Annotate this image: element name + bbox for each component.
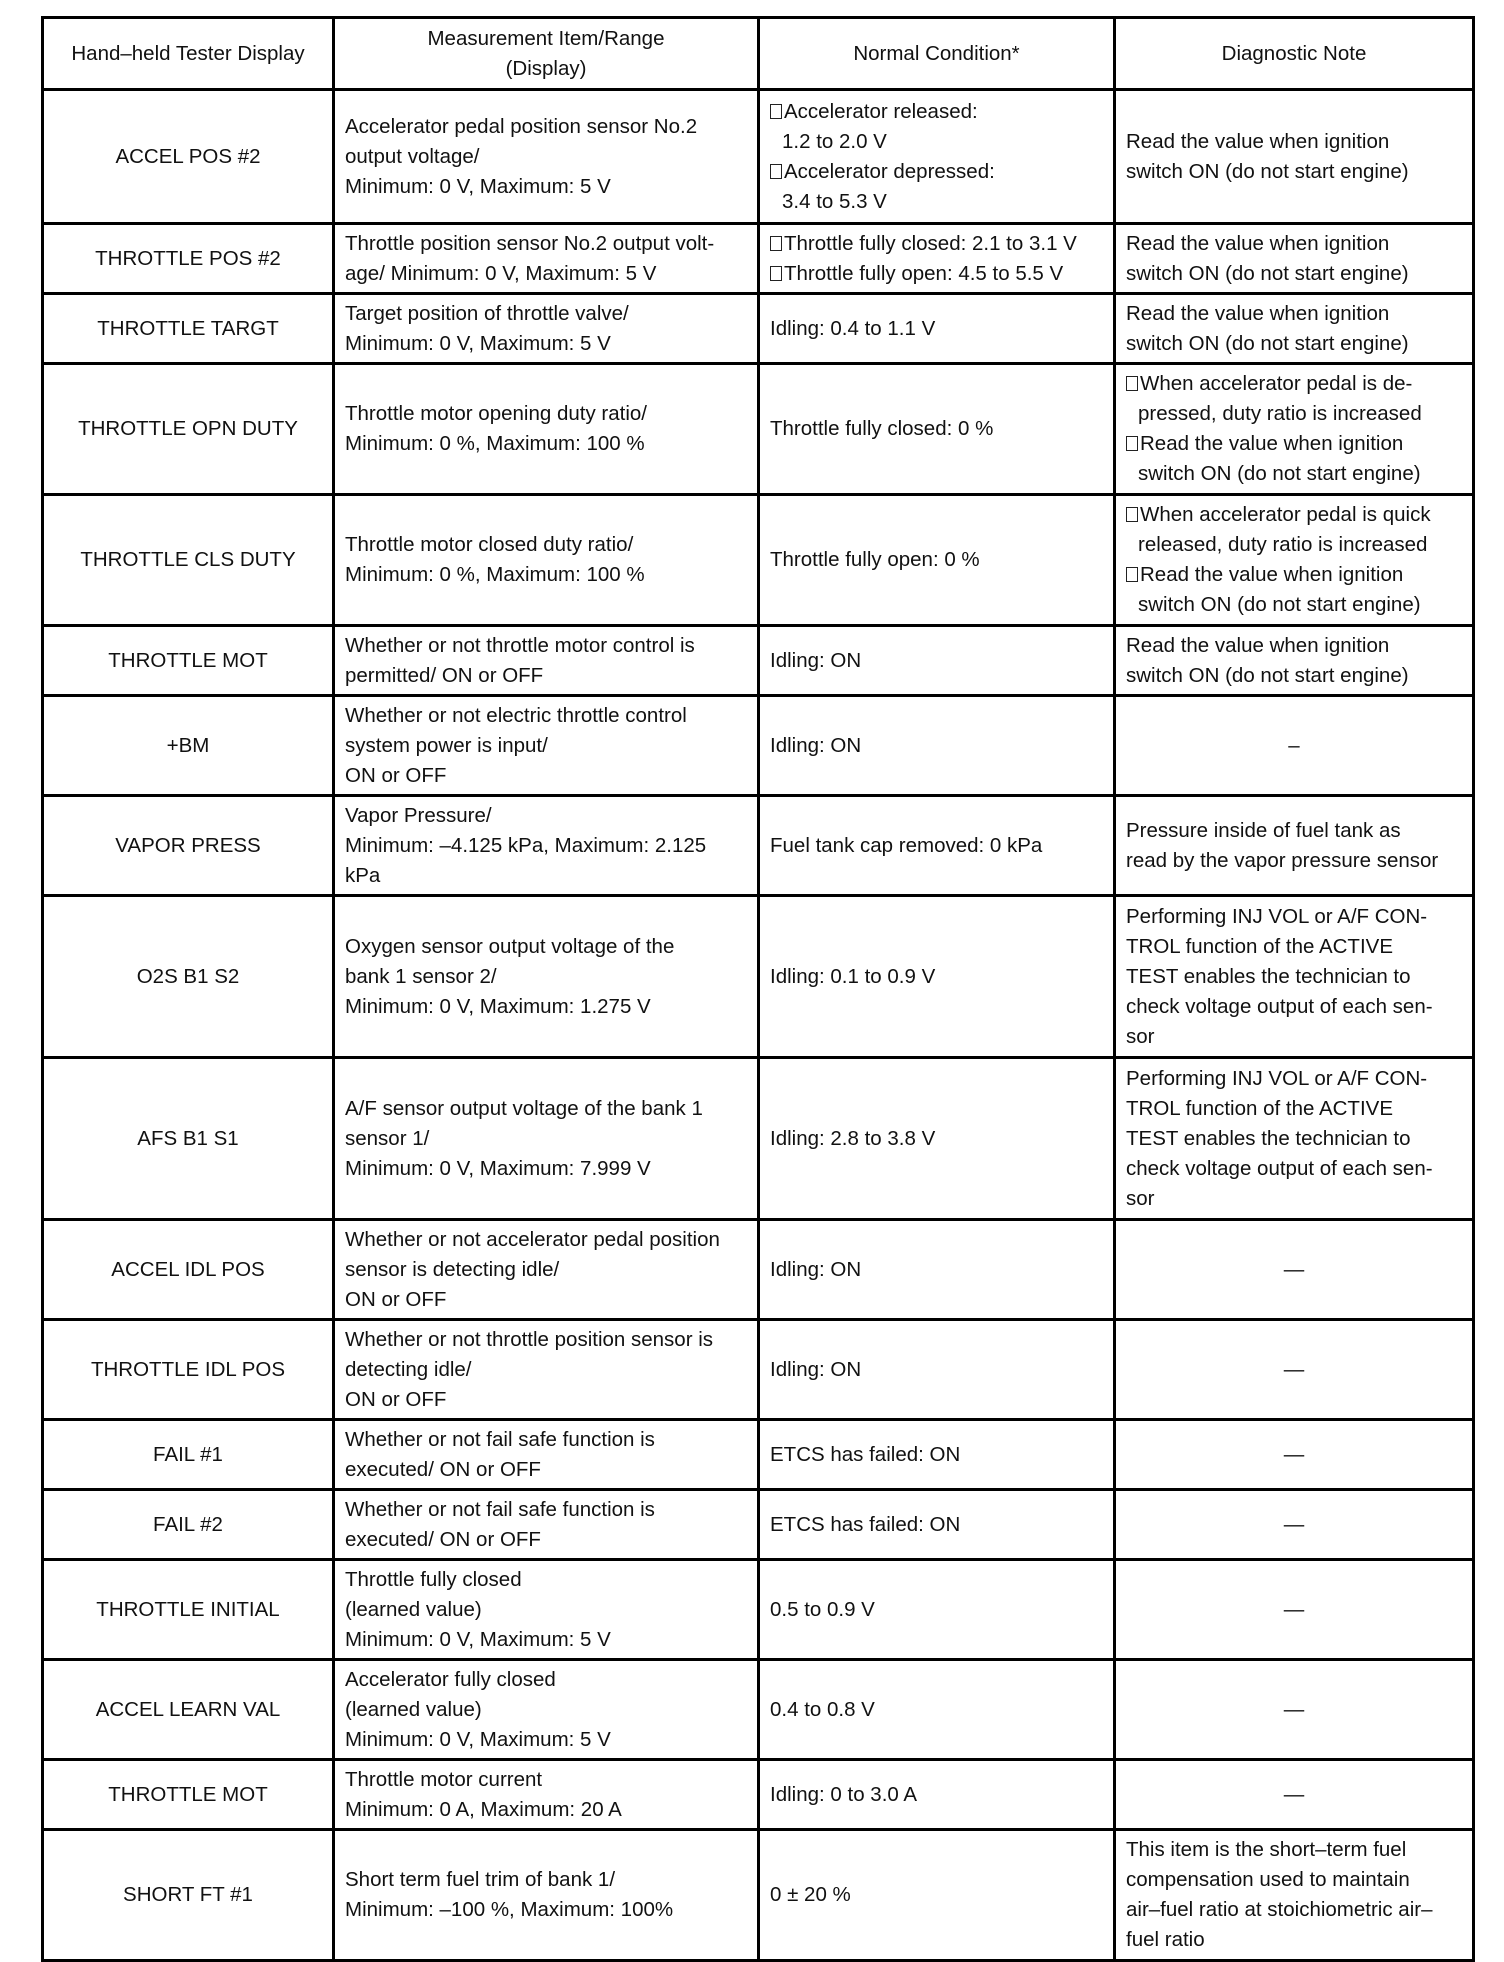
cell-note xyxy=(1115,1420,1474,1490)
normal-text: 0.5 to 0.9 V xyxy=(770,1597,875,1621)
normal-text: Idling: ON xyxy=(770,648,862,672)
cell-normal xyxy=(759,1420,1115,1490)
checkbox-bullet-icon xyxy=(1126,436,1138,451)
note-text: switch ON (do not start engine) xyxy=(1126,663,1409,687)
measure-text: Vapor Pressure/ xyxy=(345,803,492,827)
normal-text: ETCS has failed: ON xyxy=(770,1442,961,1466)
note-text: check voltage output of each sen- xyxy=(1126,1156,1433,1180)
normal-text: Throttle fully open: 4.5 to 5.5 V xyxy=(784,261,1064,285)
cell-note xyxy=(1115,1830,1474,1961)
table-row xyxy=(43,1220,1474,1320)
note-text: Read the value when ignition xyxy=(1126,301,1390,325)
normal-text: 1.2 to 2.0 V xyxy=(782,129,887,153)
note-text: — xyxy=(1283,1442,1305,1466)
table-row xyxy=(43,1420,1474,1490)
note-text: released, duty ratio is increased xyxy=(1138,533,1428,556)
cell-display: FAIL #2 xyxy=(43,1490,334,1560)
cell-note xyxy=(1115,626,1474,696)
note-text: switch ON (do not start engine) xyxy=(1138,593,1421,616)
cell-note xyxy=(1115,294,1474,364)
measure-text: Whether or not fail safe function is xyxy=(345,1427,655,1451)
cell-measure xyxy=(334,1660,759,1760)
measure-text: Throttle position sensor No.2 output volt- xyxy=(345,231,715,255)
cell-normal xyxy=(759,896,1115,1058)
note-text: Read the value when ignition xyxy=(1140,563,1404,586)
table-row xyxy=(43,495,1474,626)
cell-measure xyxy=(334,1830,759,1961)
cell-normal xyxy=(759,1560,1115,1660)
measure-text: Target position of throttle valve/ xyxy=(345,301,629,325)
cell-display: THROTTLE IDL POS xyxy=(43,1320,334,1420)
cell-note xyxy=(1115,364,1474,495)
note-text: sor xyxy=(1126,1186,1155,1210)
cell-display: THROTTLE MOT xyxy=(43,626,334,696)
cell-note xyxy=(1115,796,1474,896)
normal-bullet xyxy=(770,229,1103,259)
note-text: sor xyxy=(1126,1024,1155,1048)
cell-display: THROTTLE INITIAL xyxy=(43,1560,334,1660)
cell-normal xyxy=(759,90,1115,224)
cell-measure xyxy=(334,224,759,294)
cell-normal xyxy=(759,626,1115,696)
cell-note xyxy=(1115,1058,1474,1220)
note-text: Read the value when ignition xyxy=(1126,633,1390,657)
normal-text: ETCS has failed: ON xyxy=(770,1512,961,1536)
note-text: check voltage output of each sen- xyxy=(1126,994,1433,1018)
measure-text: A/F sensor output voltage of the bank 1 xyxy=(345,1096,703,1120)
cell-measure xyxy=(334,364,759,495)
cell-measure xyxy=(334,1220,759,1320)
normal-text: Idling: ON xyxy=(770,1357,862,1381)
checkbox-bullet-icon xyxy=(770,236,782,251)
measure-text: Throttle motor closed duty ratio/ xyxy=(345,533,634,556)
cell-normal xyxy=(759,1830,1115,1961)
cell-normal xyxy=(759,224,1115,294)
measure-text: Whether or not electric throttle control xyxy=(345,703,687,727)
note-text: — xyxy=(1283,1597,1305,1621)
cell-measure xyxy=(334,626,759,696)
measure-text: Whether or not accelerator pedal position xyxy=(345,1227,720,1251)
measure-text: Minimum: 0 V, Maximum: 5 V xyxy=(345,1727,611,1751)
measure-text: Short term fuel trim of bank 1/ xyxy=(345,1868,616,1891)
cell-display: THROTTLE POS #2 xyxy=(43,224,334,294)
cell-note xyxy=(1115,1490,1474,1560)
cell-normal xyxy=(759,1058,1115,1220)
normal-text: 0.4 to 0.8 V xyxy=(770,1697,875,1721)
measure-text: ON or OFF xyxy=(345,1387,447,1411)
note-text: switch ON (do not start engine) xyxy=(1126,261,1409,285)
table-row xyxy=(43,1560,1474,1660)
measure-text: Accelerator pedal position sensor No.2 xyxy=(345,114,698,138)
header-measurement-line1: Measurement Item/Range xyxy=(427,26,665,50)
header-diagnostic-note: Diagnostic Note xyxy=(1115,18,1474,90)
measure-text: detecting idle/ xyxy=(345,1357,472,1381)
normal-text: Throttle fully open: 0 % xyxy=(770,548,980,571)
cell-display: AFS B1 S1 xyxy=(43,1058,334,1220)
cell-display: THROTTLE CLS DUTY xyxy=(43,495,334,626)
table-row xyxy=(43,1830,1474,1961)
measure-text: Minimum: 0 %, Maximum: 100 % xyxy=(345,432,645,455)
measure-text: Whether or not fail safe function is xyxy=(345,1497,655,1521)
measure-text: kPa xyxy=(345,863,381,887)
cell-note xyxy=(1115,896,1474,1058)
note-text: switch ON (do not start engine) xyxy=(1126,159,1409,183)
note-text: TROL function of the ACTIVE xyxy=(1126,1096,1394,1120)
normal-text: Idling: ON xyxy=(770,1257,862,1281)
note-text: When accelerator pedal is de- xyxy=(1140,372,1413,395)
cell-normal xyxy=(759,1220,1115,1320)
cell-note xyxy=(1115,696,1474,796)
cell-display: THROTTLE TARGT xyxy=(43,294,334,364)
note-text: air–fuel ratio at stoichiometric air– xyxy=(1126,1898,1433,1921)
cell-measure xyxy=(334,294,759,364)
note-text: Read the value when ignition xyxy=(1126,129,1390,153)
data-list-table xyxy=(41,16,1475,1962)
table-row xyxy=(43,1058,1474,1220)
measure-text: Minimum: 0 V, Maximum: 5 V xyxy=(345,331,611,355)
cell-measure xyxy=(334,896,759,1058)
measure-text: Whether or not throttle position sensor is xyxy=(345,1327,714,1351)
note-text: – xyxy=(1288,733,1300,757)
measure-text: executed/ ON or OFF xyxy=(345,1457,541,1481)
checkbox-bullet-icon xyxy=(770,266,782,281)
cell-measure xyxy=(334,1320,759,1420)
measure-text: (learned value) xyxy=(345,1597,482,1621)
cell-normal xyxy=(759,294,1115,364)
cell-display: THROTTLE OPN DUTY xyxy=(43,364,334,495)
table-row xyxy=(43,1320,1474,1420)
cell-display: FAIL #1 xyxy=(43,1420,334,1490)
cell-display: +BM xyxy=(43,696,334,796)
measure-text: sensor 1/ xyxy=(345,1126,430,1150)
normal-bullet xyxy=(770,97,1103,157)
measure-text: Minimum: 0 V, Maximum: 5 V xyxy=(345,174,611,198)
cell-measure xyxy=(334,1560,759,1660)
measure-text: ON or OFF xyxy=(345,763,447,787)
note-text: Read the value when ignition xyxy=(1140,432,1404,455)
note-bullet xyxy=(1126,369,1462,429)
cell-normal xyxy=(759,495,1115,626)
measure-text: ON or OFF xyxy=(345,1287,447,1311)
note-bullet xyxy=(1126,500,1462,560)
checkbox-bullet-icon xyxy=(1126,376,1138,391)
note-text: pressed, duty ratio is increased xyxy=(1138,402,1422,425)
cell-note xyxy=(1115,1220,1474,1320)
cell-measure xyxy=(334,90,759,224)
table-row xyxy=(43,796,1474,896)
checkbox-bullet-icon xyxy=(770,104,782,119)
normal-text: Idling: 0.4 to 1.1 V xyxy=(770,316,936,340)
table-row xyxy=(43,224,1474,294)
normal-text: Accelerator depressed: xyxy=(784,159,995,183)
note-text: switch ON (do not start engine) xyxy=(1126,331,1409,355)
note-bullet xyxy=(1126,429,1462,489)
cell-measure xyxy=(334,495,759,626)
cell-note xyxy=(1115,1320,1474,1420)
note-text: — xyxy=(1283,1257,1305,1281)
measure-text: Minimum: –100 %, Maximum: 100% xyxy=(345,1898,674,1921)
cell-normal xyxy=(759,1320,1115,1420)
cell-note xyxy=(1115,1760,1474,1830)
cell-normal xyxy=(759,796,1115,896)
note-text: — xyxy=(1283,1512,1305,1536)
cell-display: O2S B1 S2 xyxy=(43,896,334,1058)
cell-measure xyxy=(334,696,759,796)
cell-normal xyxy=(759,364,1115,495)
normal-text: Idling: ON xyxy=(770,733,862,757)
cell-measure xyxy=(334,1420,759,1490)
header-measurement xyxy=(334,18,759,90)
note-text: compensation used to maintain xyxy=(1126,1868,1410,1891)
note-text: Performing INJ VOL or A/F CON- xyxy=(1126,904,1428,928)
measure-text: Minimum: 0 %, Maximum: 100 % xyxy=(345,563,645,586)
note-text: — xyxy=(1283,1357,1305,1381)
normal-bullet xyxy=(770,259,1103,289)
note-text: TEST enables the technician to xyxy=(1126,964,1411,988)
checkbox-bullet-icon xyxy=(1126,507,1138,522)
cell-measure xyxy=(334,1760,759,1830)
note-text: switch ON (do not start engine) xyxy=(1138,462,1421,485)
measure-text: output voltage/ xyxy=(345,144,480,168)
checkbox-bullet-icon xyxy=(770,164,782,179)
header-display: Hand–held Tester Display xyxy=(43,18,334,90)
table-row xyxy=(43,90,1474,224)
note-text: This item is the short–term fuel xyxy=(1126,1838,1407,1861)
cell-note xyxy=(1115,495,1474,626)
measure-text: permitted/ ON or OFF xyxy=(345,663,544,687)
note-text: Performing INJ VOL or A/F CON- xyxy=(1126,1066,1428,1090)
measure-text: Minimum: 0 V, Maximum: 5 V xyxy=(345,1627,611,1651)
measure-text: system power is input/ xyxy=(345,733,548,757)
measure-text: Whether or not throttle motor control is xyxy=(345,633,695,657)
normal-text: Accelerator released: xyxy=(784,99,978,123)
normal-bullet xyxy=(770,157,1103,217)
note-text: When accelerator pedal is quick xyxy=(1140,503,1431,526)
cell-note xyxy=(1115,224,1474,294)
normal-text: Idling: 0 to 3.0 A xyxy=(770,1782,918,1806)
checkbox-bullet-icon xyxy=(1126,567,1138,582)
table-row xyxy=(43,1660,1474,1760)
cell-display: ACCEL LEARN VAL xyxy=(43,1660,334,1760)
cell-note xyxy=(1115,1560,1474,1660)
measure-text: Throttle motor current xyxy=(345,1767,543,1791)
cell-normal xyxy=(759,1660,1115,1760)
header-measurement-line2: (Display) xyxy=(505,56,587,80)
note-text: read by the vapor pressure sensor xyxy=(1126,848,1439,872)
cell-normal xyxy=(759,696,1115,796)
cell-display: THROTTLE MOT xyxy=(43,1760,334,1830)
measure-text: Oxygen sensor output voltage of the xyxy=(345,934,675,958)
cell-measure xyxy=(334,796,759,896)
note-bullet xyxy=(1126,560,1462,620)
measure-text: sensor is detecting idle/ xyxy=(345,1257,560,1281)
measure-text: Minimum: 0 V, Maximum: 7.999 V xyxy=(345,1156,651,1180)
cell-normal xyxy=(759,1490,1115,1560)
normal-text: Throttle fully closed: 0 % xyxy=(770,417,994,440)
table-row xyxy=(43,896,1474,1058)
cell-note xyxy=(1115,1660,1474,1760)
table-row xyxy=(43,364,1474,495)
header-row xyxy=(43,18,1474,90)
table-row xyxy=(43,626,1474,696)
cell-measure xyxy=(334,1058,759,1220)
note-text: — xyxy=(1283,1697,1305,1721)
note-text: TEST enables the technician to xyxy=(1126,1126,1411,1150)
normal-text: Throttle fully closed: 2.1 to 3.1 V xyxy=(784,231,1077,255)
measure-text: Minimum: 0 A, Maximum: 20 A xyxy=(345,1797,622,1821)
measure-text: Accelerator fully closed xyxy=(345,1667,556,1691)
cell-normal xyxy=(759,1760,1115,1830)
note-text: — xyxy=(1283,1782,1305,1806)
cell-display: VAPOR PRESS xyxy=(43,796,334,896)
cell-display: SHORT FT #1 xyxy=(43,1830,334,1961)
normal-text: 0 ± 20 % xyxy=(770,1883,851,1906)
note-text: fuel ratio xyxy=(1126,1928,1205,1951)
measure-text: executed/ ON or OFF xyxy=(345,1527,541,1551)
note-text: Read the value when ignition xyxy=(1126,231,1390,255)
table-body xyxy=(43,90,1474,1961)
table-row xyxy=(43,1490,1474,1560)
header-normal-condition: Normal Condition* xyxy=(759,18,1115,90)
measure-text: Throttle motor opening duty ratio/ xyxy=(345,402,647,425)
normal-text: 3.4 to 5.3 V xyxy=(782,189,887,213)
table-row xyxy=(43,696,1474,796)
table-row xyxy=(43,1760,1474,1830)
cell-display: ACCEL POS #2 xyxy=(43,90,334,224)
note-text: Pressure inside of fuel tank as xyxy=(1126,818,1401,842)
cell-note xyxy=(1115,90,1474,224)
normal-text: Idling: 2.8 to 3.8 V xyxy=(770,1126,936,1150)
measure-text: Minimum: –4.125 kPa, Maximum: 2.125 xyxy=(345,833,707,857)
table-row xyxy=(43,294,1474,364)
normal-text: Idling: 0.1 to 0.9 V xyxy=(770,964,936,988)
cell-display: ACCEL IDL POS xyxy=(43,1220,334,1320)
measure-text: age/ Minimum: 0 V, Maximum: 5 V xyxy=(345,261,657,285)
measure-text: bank 1 sensor 2/ xyxy=(345,964,497,988)
note-text: TROL function of the ACTIVE xyxy=(1126,934,1394,958)
measure-text: (learned value) xyxy=(345,1697,482,1721)
measure-text: Throttle fully closed xyxy=(345,1567,522,1591)
cell-measure xyxy=(334,1490,759,1560)
measure-text: Minimum: 0 V, Maximum: 1.275 V xyxy=(345,994,651,1018)
normal-text: Fuel tank cap removed: 0 kPa xyxy=(770,833,1043,857)
